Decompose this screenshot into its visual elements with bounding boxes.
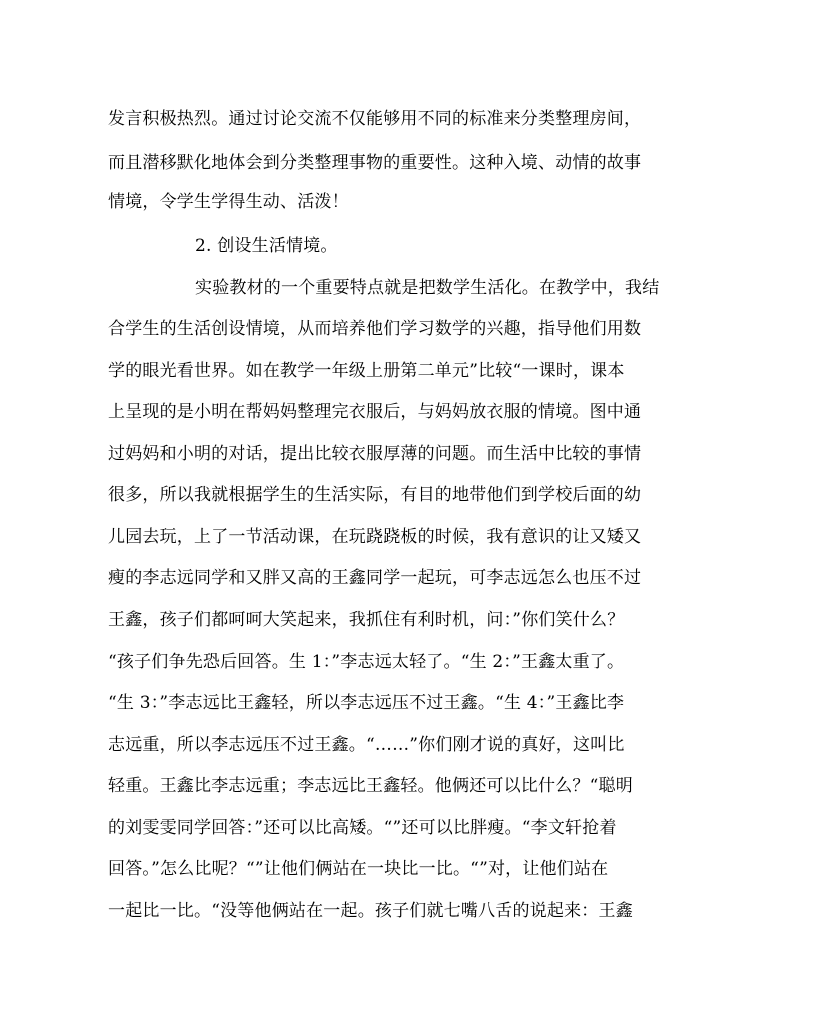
text-line: 学的眼光看世界。如在教学一年级上册第二单元”比较“一课时，课本	[108, 361, 625, 381]
text-line: “生 3：”李志远比王鑫轻，所以李志远压不过王鑫。“生 4：”王鑫比李	[108, 693, 625, 713]
text-line: “孩子们争先恐后回答。生 1：”李志远太轻了。“生 2：”王鑫太重了。	[108, 652, 625, 672]
text-line: 过妈妈和小明的对话，提出比较衣服厚薄的问题。而生活中比较的事情	[108, 444, 642, 464]
text-line: 很多，所以我就根据学生的生活实际，有目的地带他们到学校后面的幼	[108, 485, 642, 505]
text-line: 实验教材的一个重要特点就是把数学生活化。在教学中，我结	[195, 278, 660, 298]
section-heading: 2. 创设生活情境。	[195, 236, 338, 256]
text-line: 王鑫，孩子们都呵呵大笑起来，我抓住有利时机，问：”你们笑什么？	[108, 610, 625, 630]
text-line: 志远重，所以李志远压不过王鑫。“……”你们刚才说的真好，这叫比	[108, 735, 625, 755]
text-line: 瘦的李志远同学和又胖又高的王鑫同学一起玩，可李志远怎么也压不过	[108, 568, 642, 588]
text-line: 而且潜移默化地体会到分类整理事物的重要性。这种入境、动情的故事	[108, 153, 642, 173]
text-line: 轻重。王鑫比李志远重；李志远比王鑫轻。他俩还可以比什么？“聪明	[108, 776, 633, 796]
text-line: 回答。”怎么比呢？“”让他们俩站在一块比一比。“”对，让他们站在	[108, 859, 609, 879]
text-line: 的刘雯雯同学回答：”还可以比高矮。“”还可以比胖瘦。“李文轩抢着	[108, 818, 617, 838]
text-line: 合学生的生活创设情境，从而培养他们学习数学的兴趣，指导他们用数	[108, 319, 642, 339]
text-line: 一起比一比。“没等他俩站在一起。孩子们就七嘴八舌的说起来：王鑫	[108, 901, 633, 921]
text-line: 儿园去玩，上了一节活动课，在玩跷跷板的时候，我有意识的让又矮又	[108, 527, 642, 547]
text-line: 上呈现的是小明在帮妈妈整理完衣服后，与妈妈放衣服的情境。图中通	[108, 402, 642, 422]
text-line: 情境，令学生学得生动、活泼！	[108, 192, 349, 212]
text-line: 发言积极热烈。通过讨论交流不仅能够用不同的标准来分类整理房间，	[108, 109, 642, 129]
